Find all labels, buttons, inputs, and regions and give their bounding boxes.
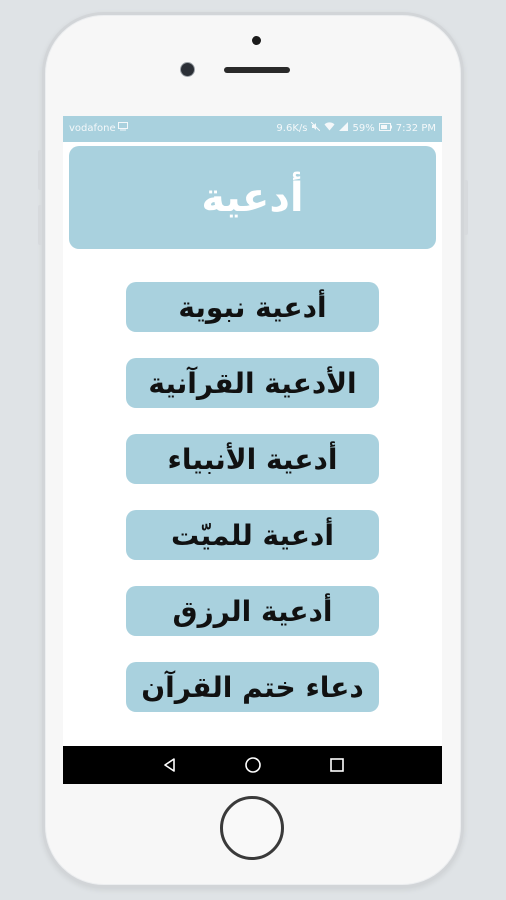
battery-icon bbox=[379, 116, 392, 142]
menu-button-quran-completion-dua[interactable] bbox=[126, 662, 379, 712]
back-button[interactable] bbox=[160, 755, 180, 775]
menu-button-label: أدعية نبوية bbox=[178, 290, 327, 324]
media-icon bbox=[118, 116, 128, 142]
mute-icon bbox=[311, 116, 320, 142]
wifi-icon bbox=[324, 116, 335, 142]
carrier-name: vodafone bbox=[69, 123, 116, 134]
network-speed: 9.6K/s bbox=[276, 123, 308, 134]
navigation-bar bbox=[63, 746, 442, 784]
power-side-button bbox=[464, 180, 468, 235]
status-left-group bbox=[69, 116, 128, 142]
menu-button-provision-duas[interactable] bbox=[126, 586, 379, 636]
page-title: أدعية bbox=[201, 174, 304, 221]
volume-up-side-button bbox=[38, 150, 42, 190]
status-bar bbox=[63, 116, 442, 142]
physical-home-button[interactable] bbox=[220, 796, 284, 860]
home-circle-icon bbox=[244, 756, 262, 774]
phone-screen bbox=[63, 116, 442, 784]
menu-button-label: الأدعية القرآنية bbox=[148, 366, 357, 400]
app-content bbox=[63, 142, 442, 746]
recents-button[interactable] bbox=[327, 755, 347, 775]
front-sensor-dot bbox=[252, 36, 261, 45]
back-triangle-icon bbox=[162, 757, 178, 773]
menu-button-label: أدعية الرزق bbox=[172, 594, 333, 628]
volume-down-side-button bbox=[38, 205, 42, 245]
recents-square-icon bbox=[329, 757, 345, 773]
menu-button-deceased-duas[interactable] bbox=[126, 510, 379, 560]
status-right-group bbox=[276, 116, 436, 142]
battery-percent: 59% bbox=[352, 123, 375, 134]
menu-button-quranic-duas[interactable] bbox=[126, 358, 379, 408]
clock-time: 7:32 PM bbox=[395, 123, 436, 134]
front-camera bbox=[181, 63, 194, 76]
earpiece-speaker bbox=[224, 67, 290, 73]
menu-button-label: أدعية الأنبياء bbox=[167, 442, 338, 476]
home-nav-button[interactable] bbox=[243, 755, 263, 775]
menu-button-label: دعاء ختم القرآن bbox=[141, 670, 364, 704]
menu-button-prophets-duas[interactable] bbox=[126, 434, 379, 484]
menu-button-label: أدعية للميّت bbox=[170, 518, 335, 552]
menu-button-prophetic-duas[interactable] bbox=[126, 282, 379, 332]
header-card bbox=[69, 146, 436, 249]
signal-icon bbox=[339, 116, 348, 142]
